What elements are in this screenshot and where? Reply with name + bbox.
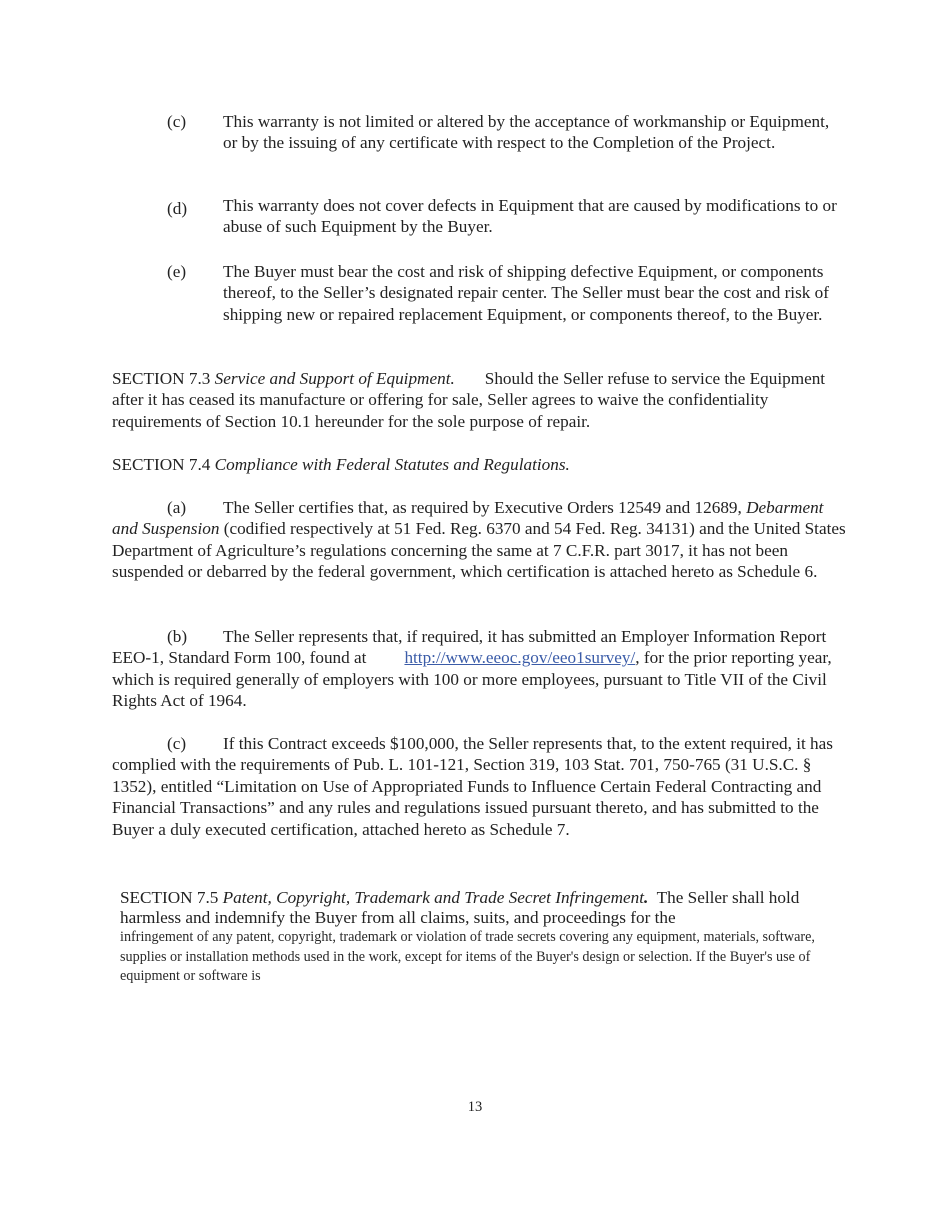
paragraph-rest: (codified respectively at 51 Fed. Reg. 6370 and 54 Fed. Reg. 34131) and the United States Department of Agriculture’s regulations concerning the same at 7 C.F.R. part 3017, it has not been suspended or debarred by the federal government, which certification is attached hereto as Schedule 6. xyxy=(112,519,846,582)
section-title: Patent, Copyright, Trademark and Trade Secret Infringement xyxy=(222,888,645,907)
section-title: Service and Support of Equipment. xyxy=(214,369,455,388)
paragraph-label: (a) xyxy=(167,498,187,517)
paragraph-label: (b) xyxy=(167,627,188,646)
warranty-item-d xyxy=(167,195,847,238)
paragraph-rest: , for the prior reporting year, which is required generally of employers with 100 or more employees, pursuant to Title VII of the Civil Rights Act of 1964. xyxy=(112,648,832,711)
section-7-5 xyxy=(120,888,840,987)
paragraph-text: If this Contract exceeds $100,000, the Seller represents that, to the extent required, it has complied with the requirements of Pub. L. 101-121, Section 319, 103 Stat. 701, 750-765 (31 U.S.C. § 1352), entitled “Limitation on Use of Appropriated Funds to Influence Certain Federal Contracting and Financial Transactions” and any rules and regulations issued pursuant thereto, and has submitted to the Buyer a duly executed certification, attached hereto as Schedule 7. xyxy=(112,734,833,839)
section-number: SECTION 7.5 xyxy=(120,888,219,907)
section-body: Should the Seller refuse to service the Equipment after it has ceased its manufacture or offering for sale, Seller agrees to waive the confidentiality requirements of Section 10.1 hereunder for the sole purpose of repair. xyxy=(112,369,826,431)
section-7-3 xyxy=(112,368,847,432)
item-label: (e) xyxy=(167,262,187,281)
section-7-4-b xyxy=(112,626,847,712)
warranty-item-e xyxy=(167,261,847,325)
section-7-4-heading xyxy=(112,454,847,475)
section-7-4-a xyxy=(112,497,847,583)
item-label: (c) xyxy=(167,112,187,131)
item-label: (d) xyxy=(167,199,188,218)
item-text: The Buyer must bear the cost and risk of shipping defective Equipment, or components thereof, to the Seller’s designated repair center. The Seller must bear the cost and risk of shipping new or repaired replacement Equipment, or components thereof, to the Buyer. xyxy=(223,262,829,324)
section-7-5-lead xyxy=(120,888,840,928)
warranty-item-c xyxy=(167,111,847,154)
section-number: SECTION 7.4 xyxy=(112,455,211,474)
paragraph-lead: The Seller certifies that, as required by Executive Orders 12549 and 12689, xyxy=(223,498,742,517)
eeoc-survey-link[interactable]: http://www.eeoc.gov/eeo1survey/ xyxy=(404,648,636,668)
item-text: This warranty does not cover defects in Equipment that are caused by modifications to or abuse of such Equipment by the Buyer. xyxy=(223,196,837,237)
section-number: SECTION 7.3 xyxy=(112,369,211,388)
section-body-small: infringement of any patent, copyright, trademark or violation of trade secrets covering any equipment, materials, software, supplies or installation methods used in the work, except for items of the Buyer's design or selection. If the Buyer's use of equipment or software is xyxy=(120,929,815,985)
paragraph-label: (c) xyxy=(167,734,187,753)
paragraph-italic: Debarment and Suspension xyxy=(112,498,824,539)
item-text: This warranty is not limited or altered by the acceptance of workmanship or Equipment, or by the issuing of any certificate with respect to the Completion of the Project. xyxy=(223,112,830,153)
section-title: Compliance with Federal Statutes and Regulations. xyxy=(214,455,570,474)
page-number: 13 xyxy=(467,1099,483,1115)
section-7-4-c xyxy=(112,733,847,840)
paragraph-lead: The Seller represents that, if required, it has submitted an Employer Information Report EEO-1, Standard Form 100, found at xyxy=(112,627,827,668)
section-body-large: The Seller shall hold harmless and indemnify the Buyer from all claims, suits, and proceedings for the xyxy=(120,888,800,927)
section-title-end: . xyxy=(644,888,649,907)
